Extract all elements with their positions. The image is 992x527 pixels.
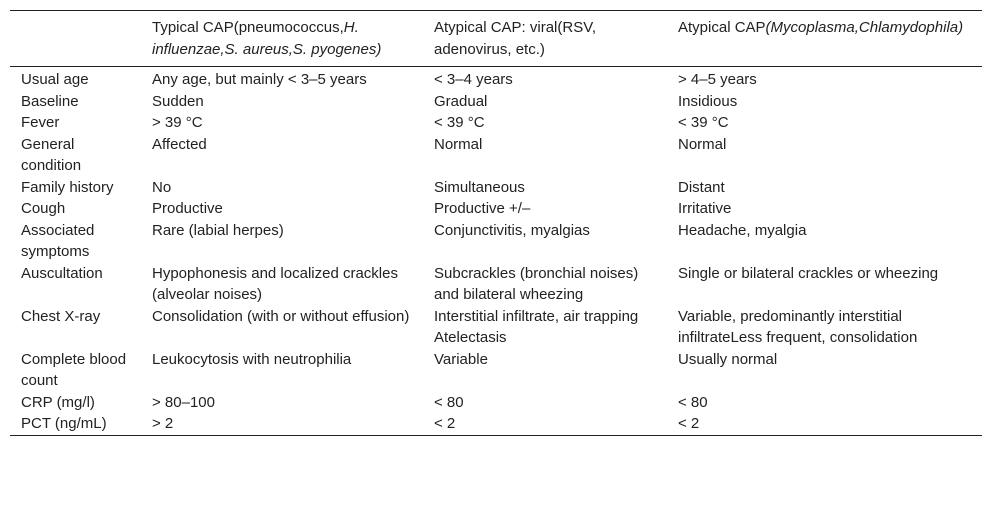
cell-viral: Simultaneous: [434, 178, 525, 196]
cell-atypical: < 2: [678, 415, 700, 432]
cell-viral: Variable: [434, 350, 488, 368]
row-label: Fever: [21, 114, 60, 131]
row-label: PCT (ng/mL): [21, 415, 107, 432]
row-label: Usual age: [21, 71, 89, 88]
cell-atypical: Insidious: [678, 92, 738, 110]
cell-atypical: > 4–5 years: [678, 71, 757, 88]
cell-typical: Hypophonesis and localized crackles (alveolar noises): [152, 264, 398, 303]
cell-atypical: Distant: [678, 178, 725, 196]
row-label: Auscultation: [21, 264, 103, 282]
table-row: [10, 67, 982, 91]
cell-typical: Rare (labial herpes): [152, 221, 284, 239]
row-label: General condition: [21, 135, 82, 174]
table-row: [10, 392, 982, 414]
table-row: [10, 220, 982, 263]
cell-atypical: < 39 °C: [678, 114, 729, 131]
header-typical-cap: [141, 11, 423, 67]
row-label: Cough: [21, 200, 66, 217]
row-label: CRP (mg/l): [21, 393, 95, 411]
row-label: Family history: [21, 178, 114, 196]
cell-atypical: Single or bilateral crackles or wheezing: [678, 264, 939, 282]
table-row: [10, 349, 982, 392]
cell-typical: Affected: [152, 135, 207, 153]
cell-typical: Leukocytosis with neutrophilia: [152, 350, 352, 368]
cell-typical: Consolidation (with or without effusion): [152, 307, 410, 325]
cell-atypical: < 80: [678, 393, 708, 411]
row-label: Baseline: [21, 92, 79, 110]
header-typical-cap-organisms: H. influenzae,S. aureus,S. pyogenes): [152, 19, 382, 58]
cell-atypical: Irritative: [678, 200, 732, 217]
cell-viral: Subcrackles (bronchial noises) and bilateral wheezing: [434, 264, 639, 303]
table-row: [10, 198, 982, 220]
cell-typical: > 2: [152, 415, 174, 432]
cell-viral: < 80: [434, 393, 464, 411]
header-atypical-cap-text: Atypical CAP: [678, 19, 766, 36]
table-row: [10, 306, 982, 349]
cell-typical: > 39 °C: [152, 114, 203, 131]
cell-atypical: Variable, predominantly interstitial infiltrateLess frequent, consolidation: [678, 307, 918, 346]
cell-viral: Conjunctivitis, myalgias: [434, 221, 590, 239]
header-atypical-cap-organisms: (Mycoplasma,Chlamydophila): [765, 19, 964, 36]
cell-viral: < 39 °C: [434, 114, 485, 131]
row-label: Chest X-ray: [21, 307, 101, 325]
cell-viral: < 2: [434, 415, 456, 432]
table-row: [10, 263, 982, 306]
cell-viral: < 3–4 years: [434, 71, 513, 88]
header-typical-cap-text: Typical CAP(pneumococcus,: [152, 19, 344, 36]
cell-typical: Sudden: [152, 92, 204, 110]
cap-comparison-table: [10, 10, 982, 436]
cell-atypical: Headache, myalgia: [678, 221, 807, 239]
header-row: [10, 11, 982, 67]
comparison-table-container: [10, 10, 982, 436]
table-row: [10, 134, 982, 177]
cell-viral: Interstitial infiltrate, air trapping Atelectasis: [434, 307, 639, 346]
cell-viral: Normal: [434, 135, 483, 153]
cell-typical: > 80–100: [152, 393, 215, 411]
table-row: [10, 177, 982, 199]
header-viral-cap: Atypical CAP: viral(RSV, adenovirus, etc.): [434, 19, 596, 58]
cell-viral: Productive +/–: [434, 200, 531, 217]
row-label: Complete blood count: [21, 350, 127, 389]
cell-viral: Gradual: [434, 92, 488, 110]
row-label: Associated symptoms: [21, 221, 95, 260]
cell-atypical: Usually normal: [678, 350, 778, 368]
cell-typical: Any age, but mainly < 3–5 years: [152, 71, 367, 88]
header-empty-cell: [10, 11, 141, 67]
cell-atypical: Normal: [678, 135, 727, 153]
cell-typical: No: [152, 178, 172, 196]
cell-typical: Productive: [152, 200, 223, 217]
header-atypical-cap: [667, 11, 982, 67]
table-row: [10, 413, 982, 435]
table-row: [10, 112, 982, 134]
table-row: [10, 91, 982, 113]
